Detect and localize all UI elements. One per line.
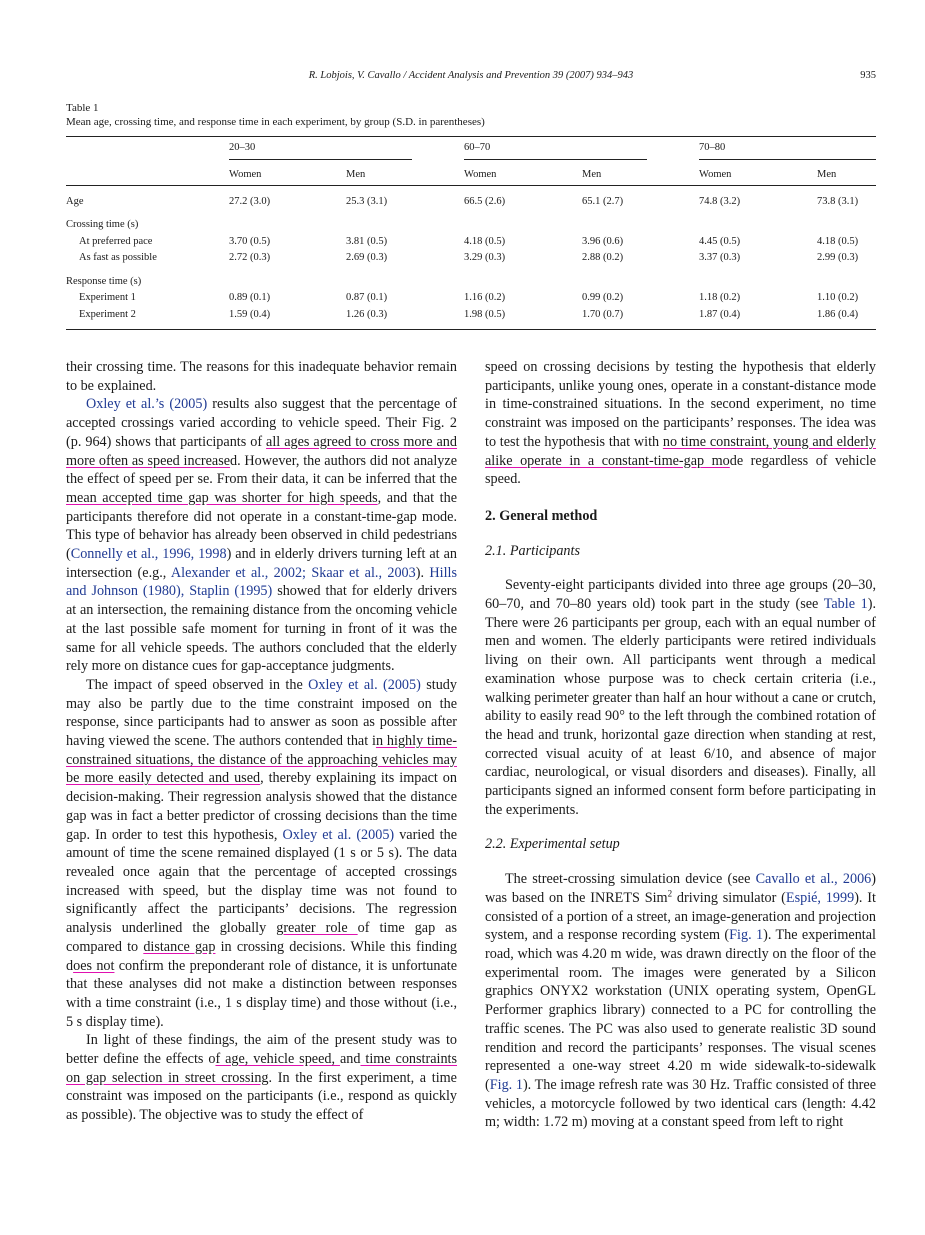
group-header-70-80: 70–80 <box>699 137 876 164</box>
group-header-60-70: 60–70 <box>464 137 699 164</box>
table-link[interactable]: Table 1 <box>823 596 868 613</box>
citation-link[interactable]: Cavallo et al., 2006 <box>755 871 872 888</box>
highlighted-text: time constraints on gap selection in street crossing <box>66 1051 457 1086</box>
table-corner-sub <box>66 163 229 186</box>
superscript: 2 <box>667 888 673 899</box>
table-cell: 2.99 (0.3) <box>817 252 859 264</box>
citation-link[interactable]: Oxley et al. (2005) <box>282 826 395 843</box>
table-cell: 0.99 (0.2) <box>582 292 624 304</box>
paragraph: speed on crossing decisions by testing the hypothesis that elderly participants, unlike young ones, operate in a constant-distance mode in time-constrained situations. In the second experiment, no time constraint was imposed on the participants’ responses. The idea was to test the hypothesis that with no time constraint, young and elderly alike operate in a constant-time-gap mode regardless of vehicle speed. <box>485 359 876 488</box>
paragraph: The street-crossing simulation device (see Cavallo et al., 2006) was based on the INRETS Sim$^2$ driving simulator (Espié, 1999). It consisted of a portion of a street, an image-generation and projection system, and a response recording system (Fig. 1). The experimental road, which was 4.20 m wide, was drawn directly on the floor of the experimental room. The images were generated by a Silicon graphics ONYX2 workstation (UNIX operating system, OpenGL Performer graphics library) connected to a PC for controlling the traffic scenes. The PC was also used to generate realistic 3D sound rendition and record the participants’ responses. The visual scenes represented a one-way street 4.20 m wide sidewalk-to-sidewalk (Fig. 1). The image refresh rate was 30 Hz. Traffic consisted of three vehicles, a motorcycle followed by two identical cars (length: 4.42 m; width: 1.72 m) moving at a constant speed from left to right <box>485 871 876 1131</box>
page-number: 935 <box>860 70 876 81</box>
paragraph: Seventy-eight participants divided into three age groups (20–30, 60–70, and 70–80 years old) took part in the study (see Table 1). There were 26 participants per group, each with an equal number of men and women. The elderly participants were retired individuals living on their own. All participants went through a medical examination whose purpose was to check certain criteria (i.e., walking perimeter greater than half an hour without a cane or crutch, ability to easily read 90° to the left through the combined rotation of the head and trunk, horizontal gaze direction when standing at rest, corrected visual acuity of at least 6/10, and absence of major cardiac, neurological, or visual disorders and diseases). Finally, all participants signed an informed consent form before participating in the experiments. <box>485 577 876 818</box>
table-row <box>66 233 876 250</box>
table-cell: 4.18 (0.5) <box>464 235 506 247</box>
table-cell: 1.16 (0.2) <box>464 292 506 304</box>
table-cell: 2.69 (0.3) <box>346 252 388 264</box>
highlighted-text: f age, vehicle speed, <box>215 1051 340 1068</box>
table-row <box>66 217 876 234</box>
row-label: Experiment 2 <box>66 306 229 329</box>
table-cell: 3.70 (0.5) <box>229 235 271 247</box>
citation-link[interactable]: Connelly et al., 1996, 1998 <box>70 546 227 563</box>
table-cell: 1.98 (0.5) <box>464 306 582 329</box>
highlighted-text: greater role <box>276 920 358 937</box>
table-cell: 1.86 (0.4) <box>817 306 876 329</box>
table-row <box>66 306 876 329</box>
citation-link[interactable]: Alexander et al., 2002; Skaar et al., 2003 <box>170 564 416 581</box>
table-cell: 1.70 (0.7) <box>582 306 699 329</box>
citation-link[interactable]: Hills and Johnson (1980), Staplin (1995) <box>66 564 457 600</box>
table-cell: 3.96 (0.6) <box>582 235 624 247</box>
highlighted-text: no time constraint, young and elderly alike operate in a constant-time-gap mo <box>485 433 876 469</box>
table-cell: 2.88 (0.2) <box>582 252 624 264</box>
table-corner <box>66 137 229 164</box>
table-cell: 74.8 (3.2) <box>699 195 741 207</box>
table-cell: 66.5 (2.6) <box>464 195 506 207</box>
table-cell: 0.87 (0.1) <box>346 292 388 304</box>
row-label: Experiment 1 <box>79 292 136 304</box>
subsection-heading: 2.1. Participants <box>485 542 580 559</box>
table-cell: 27.2 (3.0) <box>229 195 271 207</box>
row-label: Age <box>66 195 84 207</box>
table-cell: 73.8 (3.1) <box>817 195 859 207</box>
table-cell: 1.59 (0.4) <box>229 306 346 329</box>
table-caption: Mean age, crossing time, and response time in each experiment, by group (S.D. in parentheses) <box>66 116 485 128</box>
table-row <box>66 273 876 290</box>
citation-link[interactable]: Oxley et al. (2005) <box>308 676 421 693</box>
row-label: At preferred pace <box>79 235 153 247</box>
row-group-heading: Response time (s) <box>66 275 142 287</box>
row-group-heading: Crossing time (s) <box>66 219 139 231</box>
highlighted-text: distance gap <box>143 938 216 955</box>
table-cell: 1.87 (0.4) <box>699 306 817 329</box>
table-row <box>66 250 876 267</box>
table-label: Table 1 <box>66 102 99 114</box>
section-heading: 2. General method <box>485 507 598 524</box>
table-cell: 4.45 (0.5) <box>699 235 741 247</box>
row-label: As fast as possible <box>79 252 157 264</box>
table-cell: 1.10 (0.2) <box>817 292 859 304</box>
running-header <box>66 70 876 88</box>
results-table <box>66 136 876 330</box>
subheader-men: Men <box>817 163 876 186</box>
left-column <box>66 358 457 1125</box>
paragraph: The impact of speed observed in the Oxley et al. (2005) study may also be partly due to the time constraint imposed on the response, since participants had to answer as soon as possible after having viewed the scene. The authors contended that in highly time-constrained situations, the distance of the approaching vehicles may be more easily detected and used, thereby explaining its impact on decision-making. Their regression analysis showed that the distance gap was in fact a better predictor of crossing decisions than the time gap. In order to test this hypothesis, Oxley et al. (2005) varied the amount of time the scene remained displayed (1 s or 5 s). The data revealed once again that the percentage of accepted crossings increased with speed, but the display time was not found to significantly affect the participants’ decisions. The regression analysis underlined the globally greater role of time gap as compared to distance gap in crossing decisions. While this finding does not confirm the preponderant role of distance, it is unfortunate that these analyses did not make a distinction between responses with a time constraint (i.e., 1 s display time) and those without (i.e., 5 s display time). <box>66 676 458 1030</box>
group-header-20-30: 20–30 <box>229 137 464 164</box>
table-cell: 1.18 (0.2) <box>699 292 741 304</box>
subheader-women: Women <box>699 163 817 186</box>
table-row <box>66 193 876 210</box>
paragraph: Oxley et al.’s (2005) results also suggest that the percentage of accepted crossings varied according to vehicle speed. Their Fig. 2 (p. 964) shows that participants of all ages agreed to cross more and more often as speed increased. However, the authors did not analyze the effect of speed per se. From their data, it can be inferred that the mean accepted time gap was shorter for high speeds, and that the participants therefore did not operate in a constant-time-gap mode. This type of behavior has already been observed in child pedestrians (Connelly et al., 1996, 1998) and in elderly drivers turning left at an intersection (e.g., Alexander et al., 2002; Skaar et al., 2003). Hills and Johnson (1980), Staplin (1995) showed that for elderly drivers at an intersection, the remaining distance from the oncoming vehicle at the last possible safe moment for turning in front of it was the same for all vehicle speeds. The authors concluded that the elderly rely more on distance cues for gap-acceptance judgments. <box>66 396 458 675</box>
table-row <box>66 290 876 307</box>
citation-link[interactable]: Espié, 1999 <box>785 889 855 906</box>
table-cell: 4.18 (0.5) <box>817 235 859 247</box>
highlighted-text: oes not <box>73 957 115 974</box>
table-cell: 2.72 (0.3) <box>229 252 271 264</box>
table-cell: 3.37 (0.3) <box>699 252 741 264</box>
highlighted-text: n highly time-constrained situations, the distance of the approaching vehicles may be more easily detected and used <box>66 733 457 787</box>
figure-link[interactable]: Fig. 1 <box>489 1076 523 1093</box>
right-column <box>485 358 876 1132</box>
highlighted-text: mean accepted time gap was shorter for high speeds <box>66 489 378 506</box>
subheader-men: Men <box>582 163 699 186</box>
paragraph: their crossing time. The reasons for this inadequate behavior remain to be explained. <box>66 359 457 394</box>
paragraph: In light of these findings, the aim of the present study was to better define the effects of age, vehicle speed, and time constraints on gap selection in street crossing. In the first experiment, a time constraint was imposed on the participants (i.e., respond as quickly as possible). The objective was to study the effect of <box>66 1032 457 1124</box>
citation-link[interactable]: Oxley et al.’s (2005) <box>86 396 208 413</box>
subheader-women: Women <box>464 163 582 186</box>
table-cell: 65.1 (2.7) <box>582 195 624 207</box>
subheader-women: Women <box>229 163 346 186</box>
table-cell: 3.81 (0.5) <box>346 235 388 247</box>
figure-link[interactable]: Fig. 1 <box>729 927 764 944</box>
table-cell: 0.89 (0.1) <box>229 292 271 304</box>
table-1 <box>66 101 876 330</box>
subheader-men: Men <box>346 163 464 186</box>
table-cell: 1.26 (0.3) <box>346 306 464 329</box>
subsection-heading: 2.2. Experimental setup <box>485 836 620 853</box>
table-cell: 3.29 (0.3) <box>464 252 506 264</box>
table-cell: 25.3 (3.1) <box>346 195 388 207</box>
highlighted-text: all ages agreed to cross more and more often as speed increase <box>66 433 457 469</box>
journal-citation: R. Lobjois, V. Cavallo / Accident Analysis and Prevention 39 (2007) 934–943 <box>308 70 634 81</box>
